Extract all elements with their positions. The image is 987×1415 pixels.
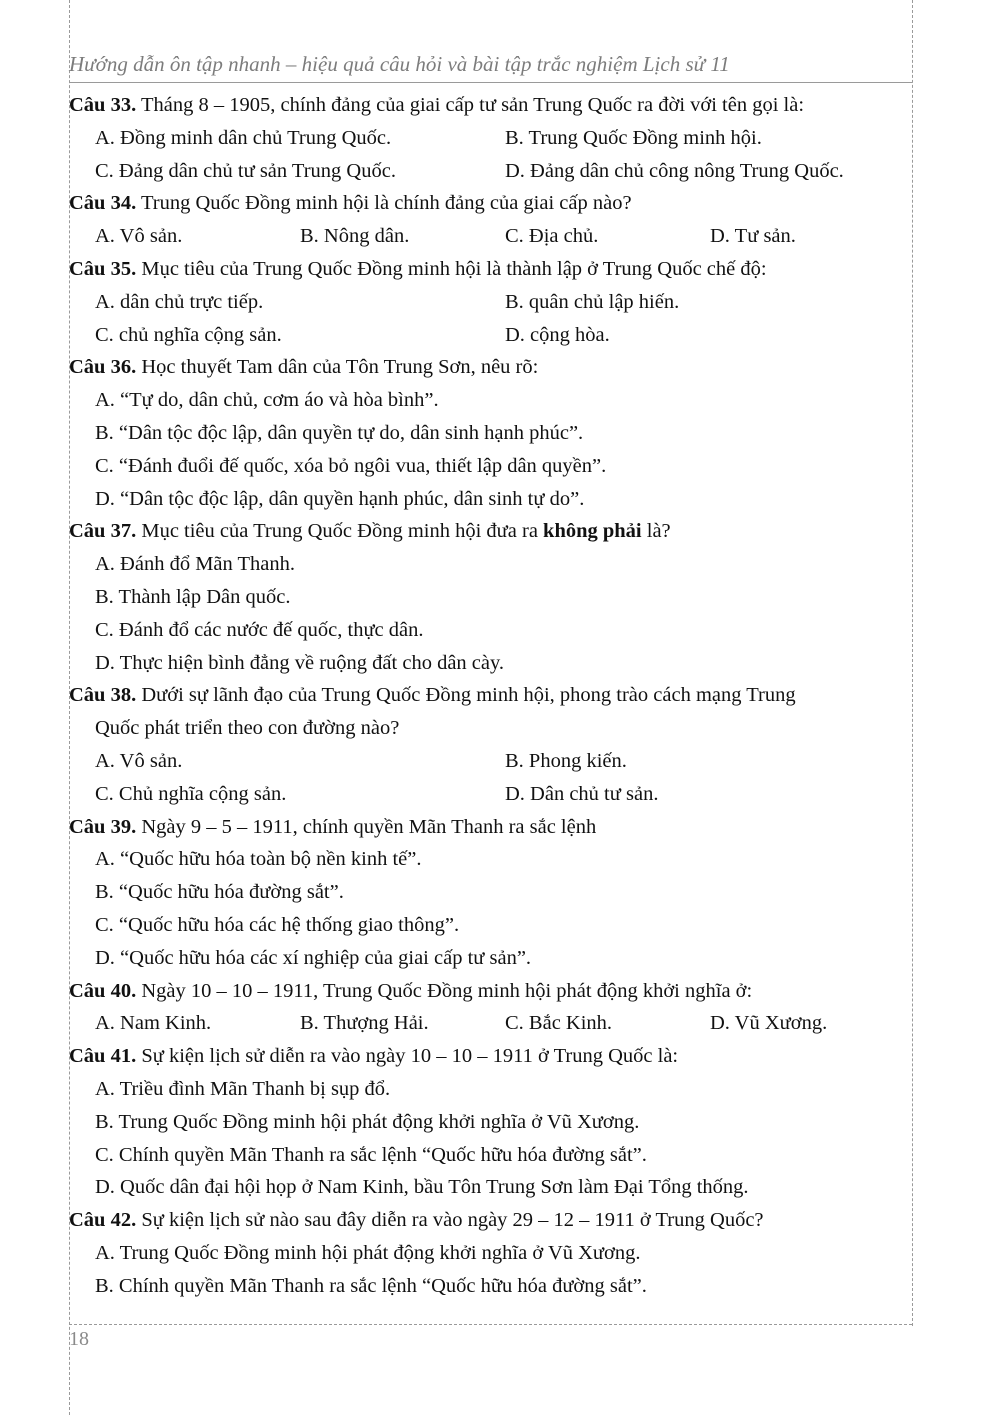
option-b: B. Chính quyền Mãn Thanh ra sắc lệnh “Quốc hữu hóa đường sắt”. — [95, 1274, 647, 1297]
question-text: Mục tiêu của Trung Quốc Đồng minh hội đưa ra — [141, 520, 538, 543]
option-d: D. Tư sản. — [710, 225, 796, 248]
option-b: B. Trung Quốc Đồng minh hội phát động khởi nghĩa ở Vũ Xương. — [95, 1110, 640, 1133]
option-b: B. “Quốc hữu hóa đường sắt”. — [95, 881, 344, 904]
option-c: C. chủ nghĩa cộng sản. — [95, 323, 282, 346]
option-c: C. Bắc Kinh. — [505, 1012, 613, 1035]
options-row — [69, 122, 915, 155]
header-divider — [69, 82, 912, 83]
option-b: B. Nông dân. — [300, 225, 410, 248]
option-d: D. Dân chủ tư sản. — [505, 782, 659, 805]
question-number: Câu 34. — [69, 192, 137, 215]
option-c: C. Chính quyền Mãn Thanh ra sắc lệnh “Quốc hữu hóa đường sắt”. — [95, 1143, 647, 1166]
question-text: Ngày 9 – 5 – 1911, chính quyền Mãn Thanh ra sắc lệnh — [141, 815, 597, 838]
options-row — [69, 220, 915, 253]
option-a: A. Nam Kinh. — [95, 1012, 212, 1035]
question-text: Mục tiêu của Trung Quốc Đồng minh hội là thành lập ở Trung Quốc chế độ: — [141, 257, 767, 280]
question-text: Trung Quốc Đồng minh hội là chính đảng của giai cấp nào? — [140, 192, 632, 215]
page-header: Hướng dẫn ôn tập nhanh – hiệu quả câu hỏi và bài tập trắc nghiệm Lịch sử 11 — [69, 52, 730, 76]
question-text: Ngày 10 – 10 – 1911, Trung Quốc Đồng minh hội phát động khởi nghĩa ở: — [141, 979, 753, 1002]
question-33 — [69, 89, 915, 122]
option-c: C. “Đánh đuổi đế quốc, xóa bỏ ngôi vua, thiết lập dân quyền”. — [95, 454, 607, 477]
options-row — [69, 155, 915, 188]
option-c: C. Địa chủ. — [505, 225, 599, 248]
question-number: Câu 39. — [69, 815, 137, 838]
option-a: A. Đồng minh dân chủ Trung Quốc. — [95, 126, 392, 149]
question-text: Sự kiện lịch sử diễn ra vào ngày 10 – 10 – 1911 ở Trung Quốc là: — [141, 1045, 679, 1068]
option-d: D. cộng hòa. — [505, 323, 610, 346]
question-text-end: là? — [646, 520, 671, 543]
option-a: A. “Quốc hữu hóa toàn bộ nền kinh tế”. — [95, 848, 422, 871]
option-d: D. Vũ Xương. — [710, 1012, 828, 1035]
options-row — [69, 286, 915, 319]
option-a: A. Vô sản. — [95, 225, 183, 248]
question-text: Học thuyết Tam dân của Tôn Trung Sơn, nêu rõ: — [141, 356, 539, 379]
option-b: B. “Dân tộc độc lập, dân quyền tự do, dân sinh hạnh phúc”. — [95, 421, 584, 444]
option-c: C. “Quốc hữu hóa các hệ thống giao thông”. — [95, 913, 460, 936]
option-c: C. Chủ nghĩa cộng sản. — [95, 782, 287, 805]
question-number: Câu 37. — [69, 520, 137, 543]
question-34 — [69, 187, 915, 220]
question-text: Dưới sự lãnh đạo của Trung Quốc Đồng minh hội, phong trào cách mạng Trung — [141, 684, 796, 707]
question-35 — [69, 253, 915, 286]
question-number: Câu 40. — [69, 979, 137, 1002]
question-number: Câu 41. — [69, 1045, 137, 1068]
option-d: D. “Quốc hữu hóa các xí nghiệp của giai cấp tư sản”. — [95, 946, 532, 969]
option-d: D. “Dân tộc độc lập, dân quyền hạnh phúc, dân sinh tự do”. — [95, 487, 585, 510]
question-37 — [69, 515, 915, 548]
question-text-continued: Quốc phát triển theo con đường nào? — [95, 717, 400, 740]
question-number: Câu 38. — [69, 684, 137, 707]
question-list — [69, 89, 915, 1302]
option-a: A. “Tự do, dân chủ, cơm áo và hòa bình”. — [95, 389, 439, 412]
question-36 — [69, 351, 915, 384]
options-row — [69, 1007, 915, 1040]
question-text: Sự kiện lịch sử nào sau đây diễn ra vào ngày 29 – 12 – 1911 ở Trung Quốc? — [141, 1209, 764, 1232]
option-b: B. quân chủ lập hiến. — [505, 290, 680, 313]
question-number: Câu 36. — [69, 356, 137, 379]
options-row — [69, 319, 915, 352]
question-emphasis: không phải — [543, 520, 642, 543]
options-row — [69, 778, 915, 811]
question-39 — [69, 811, 915, 844]
option-a: A. Triều đình Mãn Thanh bị sụp đổ. — [95, 1077, 391, 1100]
page-number: 18 — [69, 1328, 89, 1350]
question-42 — [69, 1204, 915, 1237]
option-b: B. Thượng Hải. — [300, 1012, 429, 1035]
question-number: Câu 35. — [69, 257, 137, 280]
option-b: B. Thành lập Dân quốc. — [95, 585, 291, 608]
option-c: C. Đánh đổ các nước đế quốc, thực dân. — [95, 618, 424, 641]
question-number: Câu 33. — [69, 94, 137, 116]
question-41 — [69, 1040, 915, 1073]
question-38 — [69, 679, 915, 712]
question-text: Tháng 8 – 1905, chính đảng của giai cấp tư sản Trung Quốc ra đời với tên gọi là: — [140, 94, 805, 116]
option-a: A. Trung Quốc Đồng minh hội phát động khởi nghĩa ở Vũ Xương. — [95, 1241, 641, 1264]
option-a: A. Đánh đổ Mãn Thanh. — [95, 553, 296, 576]
option-c: C. Đảng dân chủ tư sản Trung Quốc. — [95, 159, 396, 182]
option-b: B. Phong kiến. — [505, 749, 627, 772]
footer-divider — [69, 1324, 912, 1325]
option-d: D. Quốc dân đại hội họp ở Nam Kinh, bầu Tôn Trung Sơn làm Đại Tổng thống. — [95, 1176, 749, 1199]
option-a: A. Vô sản. — [95, 749, 183, 772]
option-d: D. Thực hiện bình đẳng về ruộng đất cho dân cày. — [95, 651, 505, 674]
question-40 — [69, 975, 915, 1008]
question-number: Câu 42. — [69, 1209, 137, 1232]
option-b: B. Trung Quốc Đồng minh hội. — [505, 126, 762, 149]
options-row — [69, 745, 915, 778]
option-d: D. Đảng dân chủ công nông Trung Quốc. — [505, 159, 844, 182]
option-a: A. dân chủ trực tiếp. — [95, 290, 264, 313]
